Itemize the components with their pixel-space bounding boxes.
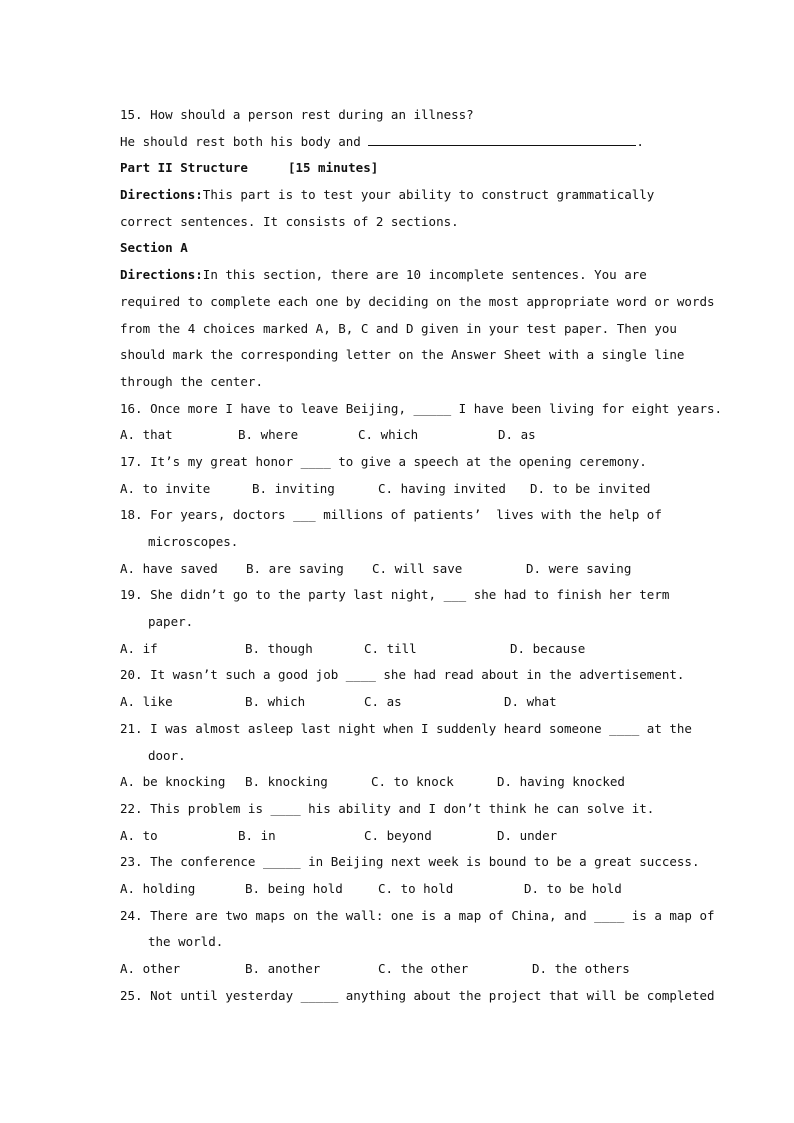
option-a: A. other: [120, 961, 181, 976]
option-c: C. the other: [378, 961, 469, 976]
section-directions-line-4: should mark the corresponding letter on the Answer Sheet with a single line: [120, 347, 685, 363]
question-stem-cont: door.: [148, 747, 186, 763]
option-c: C. which: [358, 427, 419, 443]
part-heading: [120, 155, 720, 182]
options-row: [120, 689, 720, 716]
question-stem: 20. It wasn’t such a good job ____ she had read about in the advertisement.: [120, 667, 685, 683]
question-stem-cont: paper.: [148, 614, 194, 630]
options-row: [120, 556, 720, 583]
directions-text: In this section, there are 10 incomplete sentences. You are: [202, 267, 647, 283]
section-directions-line-3: from the 4 choices marked A, B, C and D given in your test paper. Then you: [120, 320, 677, 336]
question-stem: 23. The conference _____ in Beijing next week is bound to be a great success.: [120, 854, 700, 870]
option-a: A. if: [120, 640, 158, 656]
option-d: D. as: [498, 427, 536, 443]
section-title: Section A: [120, 240, 188, 256]
option-b: B. though: [245, 640, 313, 656]
option-c: C. to hold: [378, 880, 454, 896]
options-row: [120, 769, 720, 796]
exam-page: [120, 102, 723, 1009]
option-d: D. having knocked: [497, 774, 625, 790]
option-a: A. that: [120, 427, 173, 443]
directions-text: This part is to test your ability to construct grammatically: [202, 187, 655, 203]
option-c: C. will save: [372, 560, 463, 576]
option-a: A. have saved: [120, 560, 218, 576]
option-b: B. which: [245, 694, 306, 710]
options-row: [120, 476, 720, 503]
option-b: B. inviting: [252, 480, 335, 496]
option-c: C. to knock: [371, 774, 454, 790]
option-b: B. in: [238, 827, 276, 843]
question-stem-cont: microscopes.: [148, 534, 239, 549]
option-c: C. having invited: [378, 480, 506, 496]
question-stem: 17. It’s my great honor ____ to give a speech at the opening ceremony.: [120, 453, 647, 469]
option-d: D. to be invited: [530, 480, 651, 496]
option-d: D. under: [497, 827, 558, 843]
option-d: D. to be hold: [524, 880, 622, 896]
options-row: [120, 422, 720, 449]
question-stem: 16. Once more I have to leave Beijing, _____ I have been living for eight years.: [120, 400, 723, 416]
option-b: B. knocking: [245, 774, 328, 790]
option-b: B. being hold: [245, 880, 343, 896]
section-directions-line-2: required to complete each one by deciding on the most appropriate word or words: [120, 293, 715, 309]
question-stem: 24. There are two maps on the wall: one is a map of China, and ____ is a map of: [120, 907, 715, 923]
answer-15-end: .: [636, 133, 644, 149]
section-directions-line-5: through the center.: [120, 373, 263, 389]
directions-label: Directions:: [120, 267, 203, 283]
question-stem: 25. Not until yesterday _____ anything about the project that will be completed: [120, 987, 715, 1003]
answer-15: [120, 129, 720, 156]
part-title: Part II Structure: [120, 160, 248, 176]
question-stem: 19. She didn’t go to the party last night, ___ she had to finish her term: [120, 587, 670, 603]
answer-15-text: He should rest both his body and: [120, 133, 369, 149]
answer-blank: [368, 131, 636, 146]
options-row: [120, 956, 720, 983]
option-a: A. be knocking: [120, 774, 226, 790]
option-d: D. the others: [532, 961, 630, 976]
directions-label: Directions:: [120, 187, 203, 203]
section-directions-line-1: [120, 262, 720, 289]
options-row: [120, 823, 720, 850]
options-row: [120, 876, 720, 903]
option-c: C. till: [364, 640, 417, 656]
option-b: B. another: [245, 961, 321, 976]
option-a: A. to: [120, 827, 158, 843]
option-b: B. are saving: [246, 560, 344, 576]
option-b: B. where: [238, 427, 299, 443]
options-row: [120, 636, 720, 663]
question-stem: 21. I was almost asleep last night when I suddenly heard someone ____ at the: [120, 720, 692, 736]
option-c: C. as: [364, 694, 402, 710]
option-a: A. to invite: [120, 480, 211, 496]
option-a: A. like: [120, 694, 173, 710]
part-directions-line-1: [120, 182, 720, 209]
option-d: D. were saving: [526, 560, 632, 576]
option-d: D. what: [504, 694, 557, 710]
option-a: A. holding: [120, 880, 196, 896]
part-directions-line-2: correct sentences. It consists of 2 sections.: [120, 213, 459, 229]
question-stem: 22. This problem is ____ his ability and I don’t think he can solve it.: [120, 800, 655, 816]
question-stem-cont: the world.: [148, 934, 224, 950]
question-stem: 18. For years, doctors ___ millions of patients’ lives with the help of: [120, 507, 662, 523]
option-d: D. because: [510, 640, 586, 656]
question-15: 15. How should a person rest during an illness?: [120, 107, 474, 122]
option-c: C. beyond: [364, 827, 432, 843]
section-heading: [120, 235, 720, 262]
part-time: [15 minutes]: [287, 160, 379, 176]
